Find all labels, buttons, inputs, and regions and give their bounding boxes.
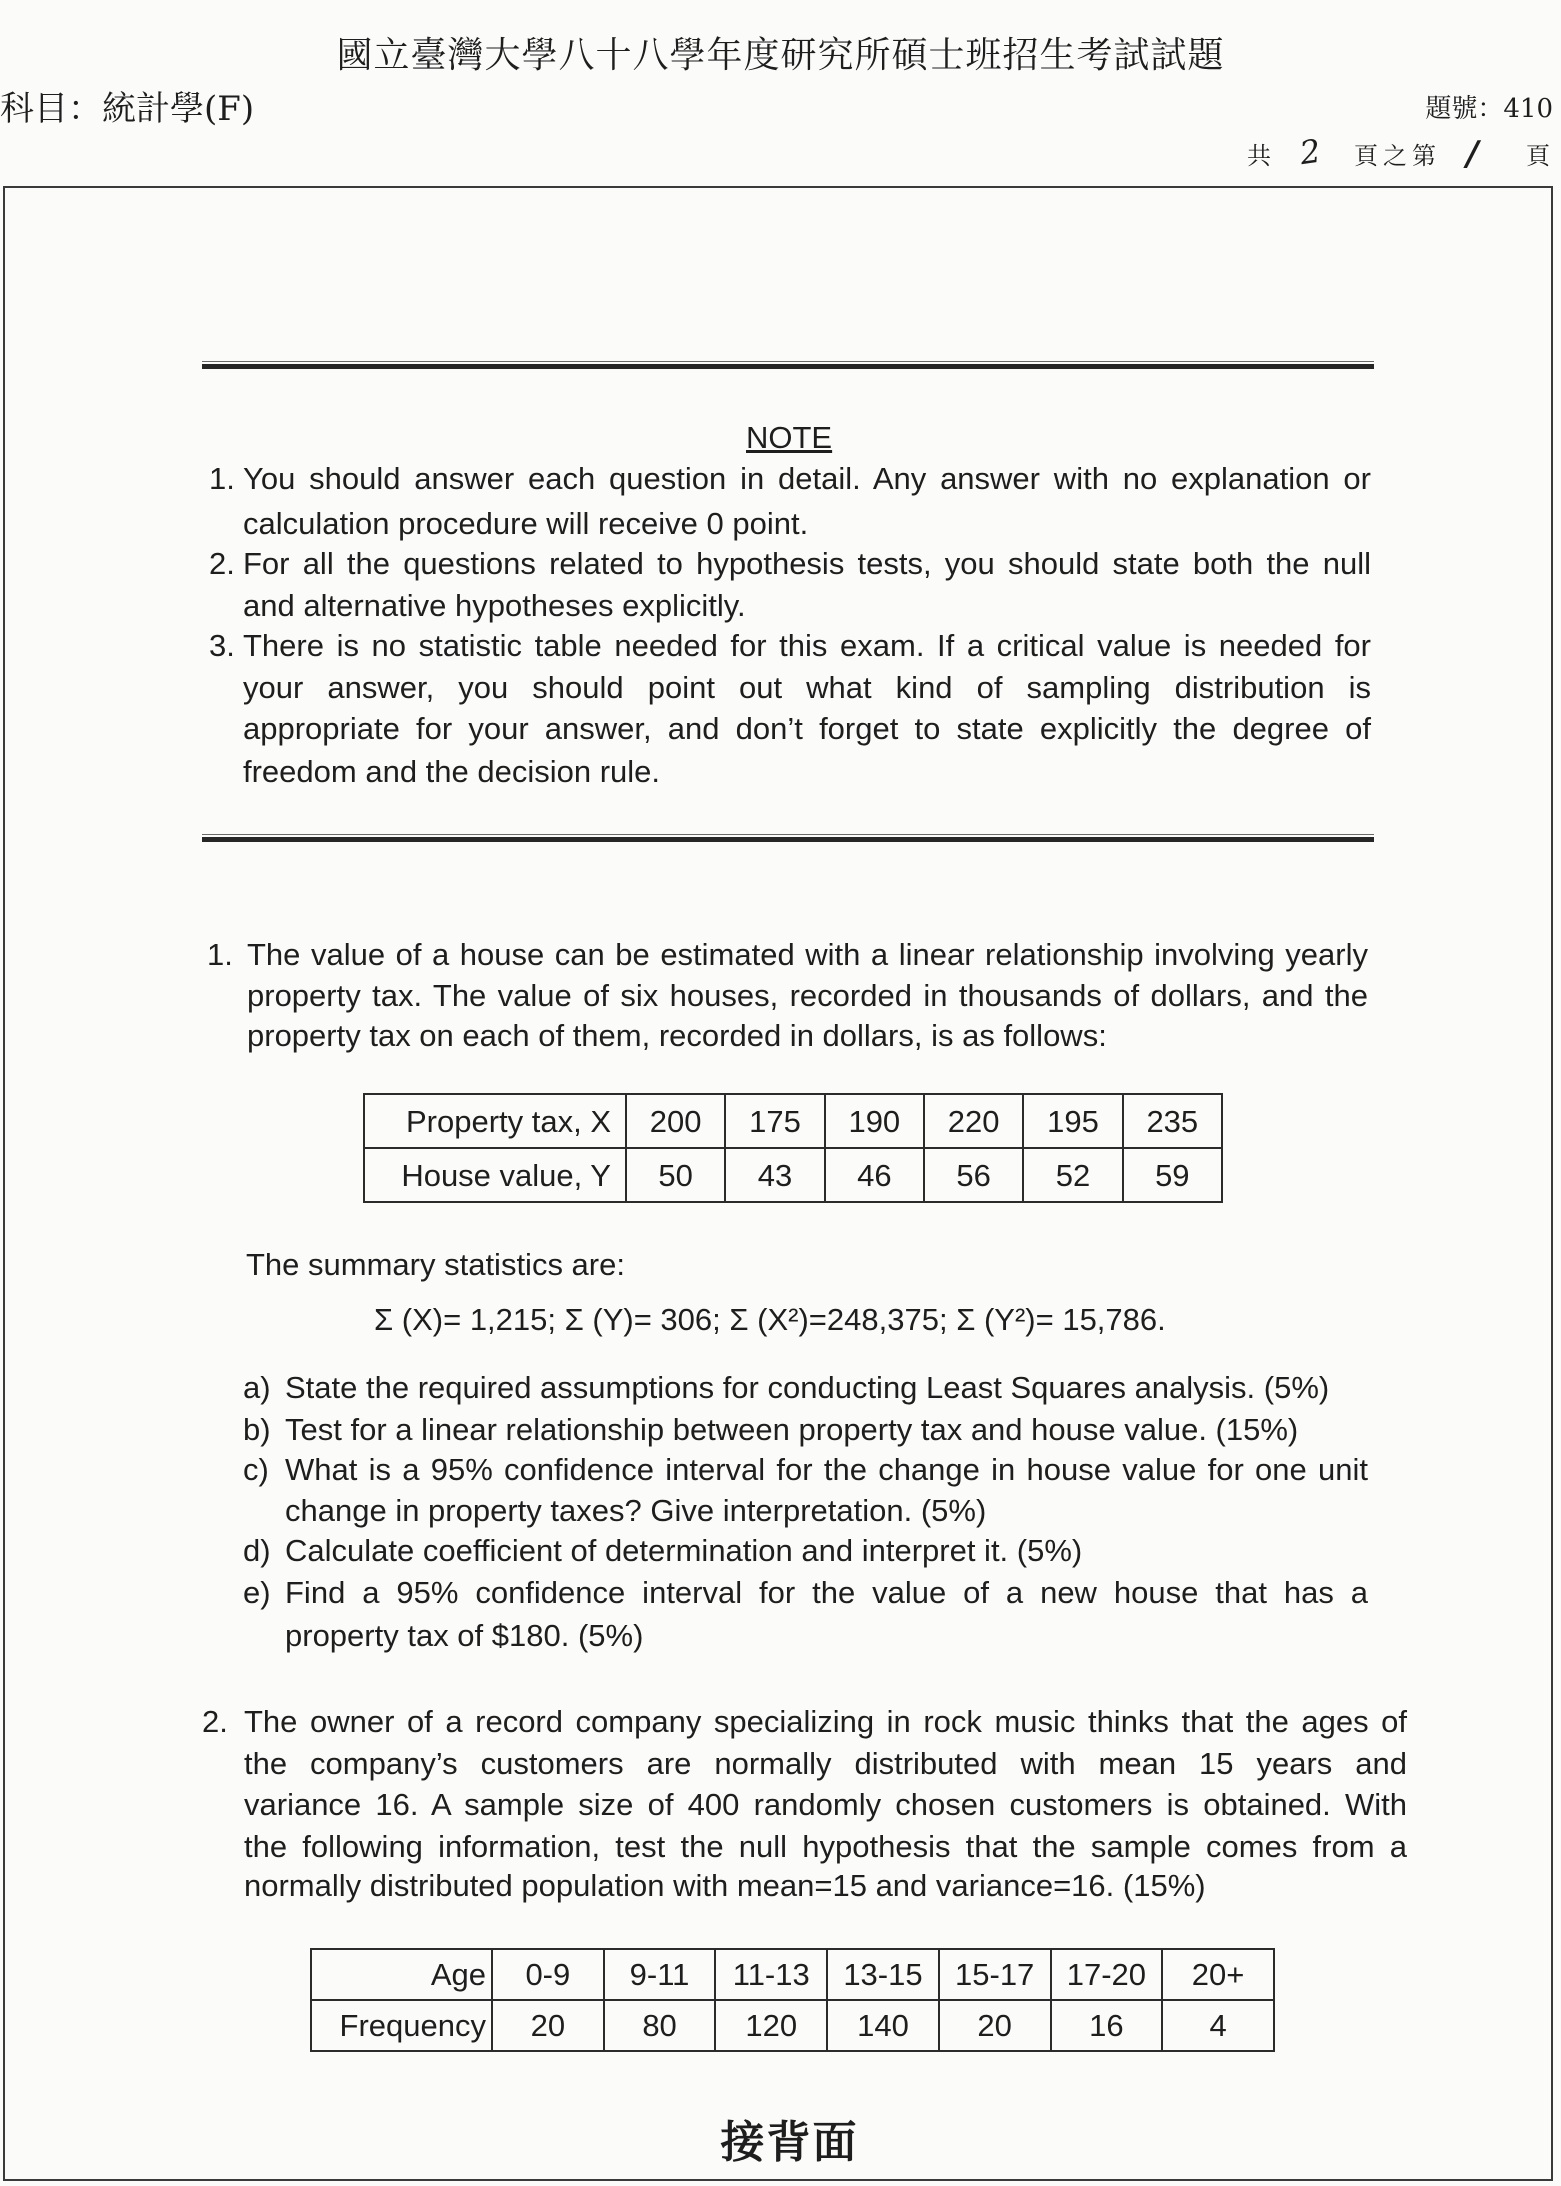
row-label: Frequency [311, 2000, 492, 2051]
table-cell: 140 [827, 2000, 939, 2051]
part-text-line: change in property taxes? Give interpretation. (5%) [285, 1493, 987, 1528]
note-number: 2. [209, 546, 235, 581]
table-cell: 11-13 [715, 1949, 827, 2000]
table-cell: 175 [725, 1094, 824, 1148]
note-text-line: and alternative hypotheses explicitly. [243, 588, 746, 623]
question-text-line: property tax. The value of six houses, recorded in thousands of dollars, and the [247, 978, 1368, 1013]
page-total-label: 共 [1247, 142, 1271, 170]
table-cell: 52 [1023, 1148, 1122, 1202]
question-text-line: property tax on each of them, recorded in dollars, is as follows: [247, 1018, 1107, 1053]
note-bottom-rule [202, 834, 1374, 842]
question-text-line: variance 16. A sample size of 400 randomly chosen customers is obtained. With [244, 1787, 1407, 1822]
question-text-line: The owner of a record company specializing in rock music thinks that the ages of [244, 1704, 1407, 1739]
question-code: 題號：410 [1425, 94, 1553, 124]
note-heading: NOTE [746, 420, 833, 455]
table-cell: 235 [1123, 1094, 1222, 1148]
table-cell: 4 [1162, 2000, 1274, 2051]
part-label: d) [243, 1533, 271, 1568]
question-text-line: normally distributed population with mean=15 and variance=16. (15%) [244, 1868, 1206, 1903]
part-text-line: Test for a linear relationship between property tax and house value. (15%) [285, 1412, 1299, 1447]
table-cell: 16 [1051, 2000, 1163, 2051]
note-text-line: You should answer each question in detail. Any answer with no explanation or [243, 461, 1371, 496]
table-cell: 190 [825, 1094, 924, 1148]
table-row [364, 1094, 1222, 1148]
question-text-line: the following information, test the null hypothesis that the sample comes from a [244, 1829, 1407, 1864]
age-frequency-table [310, 1948, 1275, 2052]
table-cell: 17-20 [1051, 1949, 1163, 2000]
table-cell: 50 [626, 1148, 725, 1202]
exam-title: 國立臺灣大學八十八學年度研究所碩士班招生考試試題 [336, 35, 1225, 76]
table-cell: 80 [604, 2000, 716, 2051]
part-label: a) [243, 1370, 271, 1405]
part-text-line: property tax of $180. (5%) [285, 1618, 644, 1653]
question-number: 2. [202, 1704, 228, 1739]
part-text-line: Find a 95% confidence interval for the value of a new house that has a [285, 1575, 1368, 1610]
table-cell: 0-9 [492, 1949, 604, 2000]
table-cell: 43 [725, 1148, 824, 1202]
part-text-line: Calculate coefficient of determination and interpret it. (5%) [285, 1533, 1083, 1568]
note-number: 1. [209, 461, 235, 496]
table-cell: 20+ [1162, 1949, 1274, 2000]
note-top-rule [202, 361, 1374, 369]
page-of-label: 頁之第 [1354, 142, 1441, 170]
page-total-handwritten: 2 [1297, 131, 1323, 173]
table-cell: 220 [924, 1094, 1023, 1148]
table-cell: 195 [1023, 1094, 1122, 1148]
row-label: Age [311, 1949, 492, 2000]
note-text-line: freedom and the decision rule. [243, 754, 661, 789]
table-row [364, 1148, 1222, 1202]
note-text-line: calculation procedure will receive 0 point. [243, 506, 809, 541]
note-text-line: appropriate for your answer, and don’t forget to state explicitly the degree of [243, 711, 1371, 746]
table-cell: 59 [1123, 1148, 1222, 1202]
table-cell: 200 [626, 1094, 725, 1148]
question-number: 1. [207, 937, 233, 972]
note-text-line: There is no statistic table needed for this exam. If a critical value is needed for [243, 628, 1371, 663]
part-text-line: What is a 95% confidence interval for the change in house value for one unit [285, 1452, 1368, 1487]
table-cell: 56 [924, 1148, 1023, 1202]
note-number: 3. [209, 628, 235, 663]
table-cell: 9-11 [604, 1949, 716, 2000]
continue-on-back-note: 接背面 [720, 2117, 859, 2168]
question-text-line: The value of a house can be estimated with a linear relationship involving yearly [247, 937, 1368, 972]
table-cell: 120 [715, 2000, 827, 2051]
summary-statistics: Σ (X)= 1,215; Σ (Y)= 306; Σ (X²)=248,375; Σ (Y²)= 15,786. [374, 1302, 1166, 1337]
table-cell: 46 [825, 1148, 924, 1202]
part-label: c) [243, 1452, 269, 1487]
part-label: e) [243, 1575, 271, 1610]
table-cell: 15-17 [939, 1949, 1051, 2000]
summary-intro: The summary statistics are: [246, 1247, 625, 1282]
page-label: 頁 [1526, 142, 1550, 170]
property-value-table [363, 1093, 1223, 1203]
question-text-line: the company’s customers are normally distributed with mean 15 years and [244, 1746, 1407, 1781]
part-label: b) [243, 1412, 271, 1447]
page-current-handwritten: / [1466, 134, 1479, 174]
part-text-line: State the required assumptions for conducting Least Squares analysis. (5%) [285, 1370, 1330, 1405]
note-text-line: your answer, you should point out what kind of sampling distribution is [243, 670, 1371, 705]
subject-label: 科目：統計學(F) [0, 89, 255, 129]
table-row [311, 2000, 1274, 2051]
row-label: House value, Y [364, 1148, 626, 1202]
note-text-line: For all the questions related to hypothesis tests, you should state both the null [243, 546, 1371, 581]
table-cell: 13-15 [827, 1949, 939, 2000]
table-cell: 20 [939, 2000, 1051, 2051]
row-label: Property tax, X [364, 1094, 626, 1148]
table-cell: 20 [492, 2000, 604, 2051]
table-row [311, 1949, 1274, 2000]
